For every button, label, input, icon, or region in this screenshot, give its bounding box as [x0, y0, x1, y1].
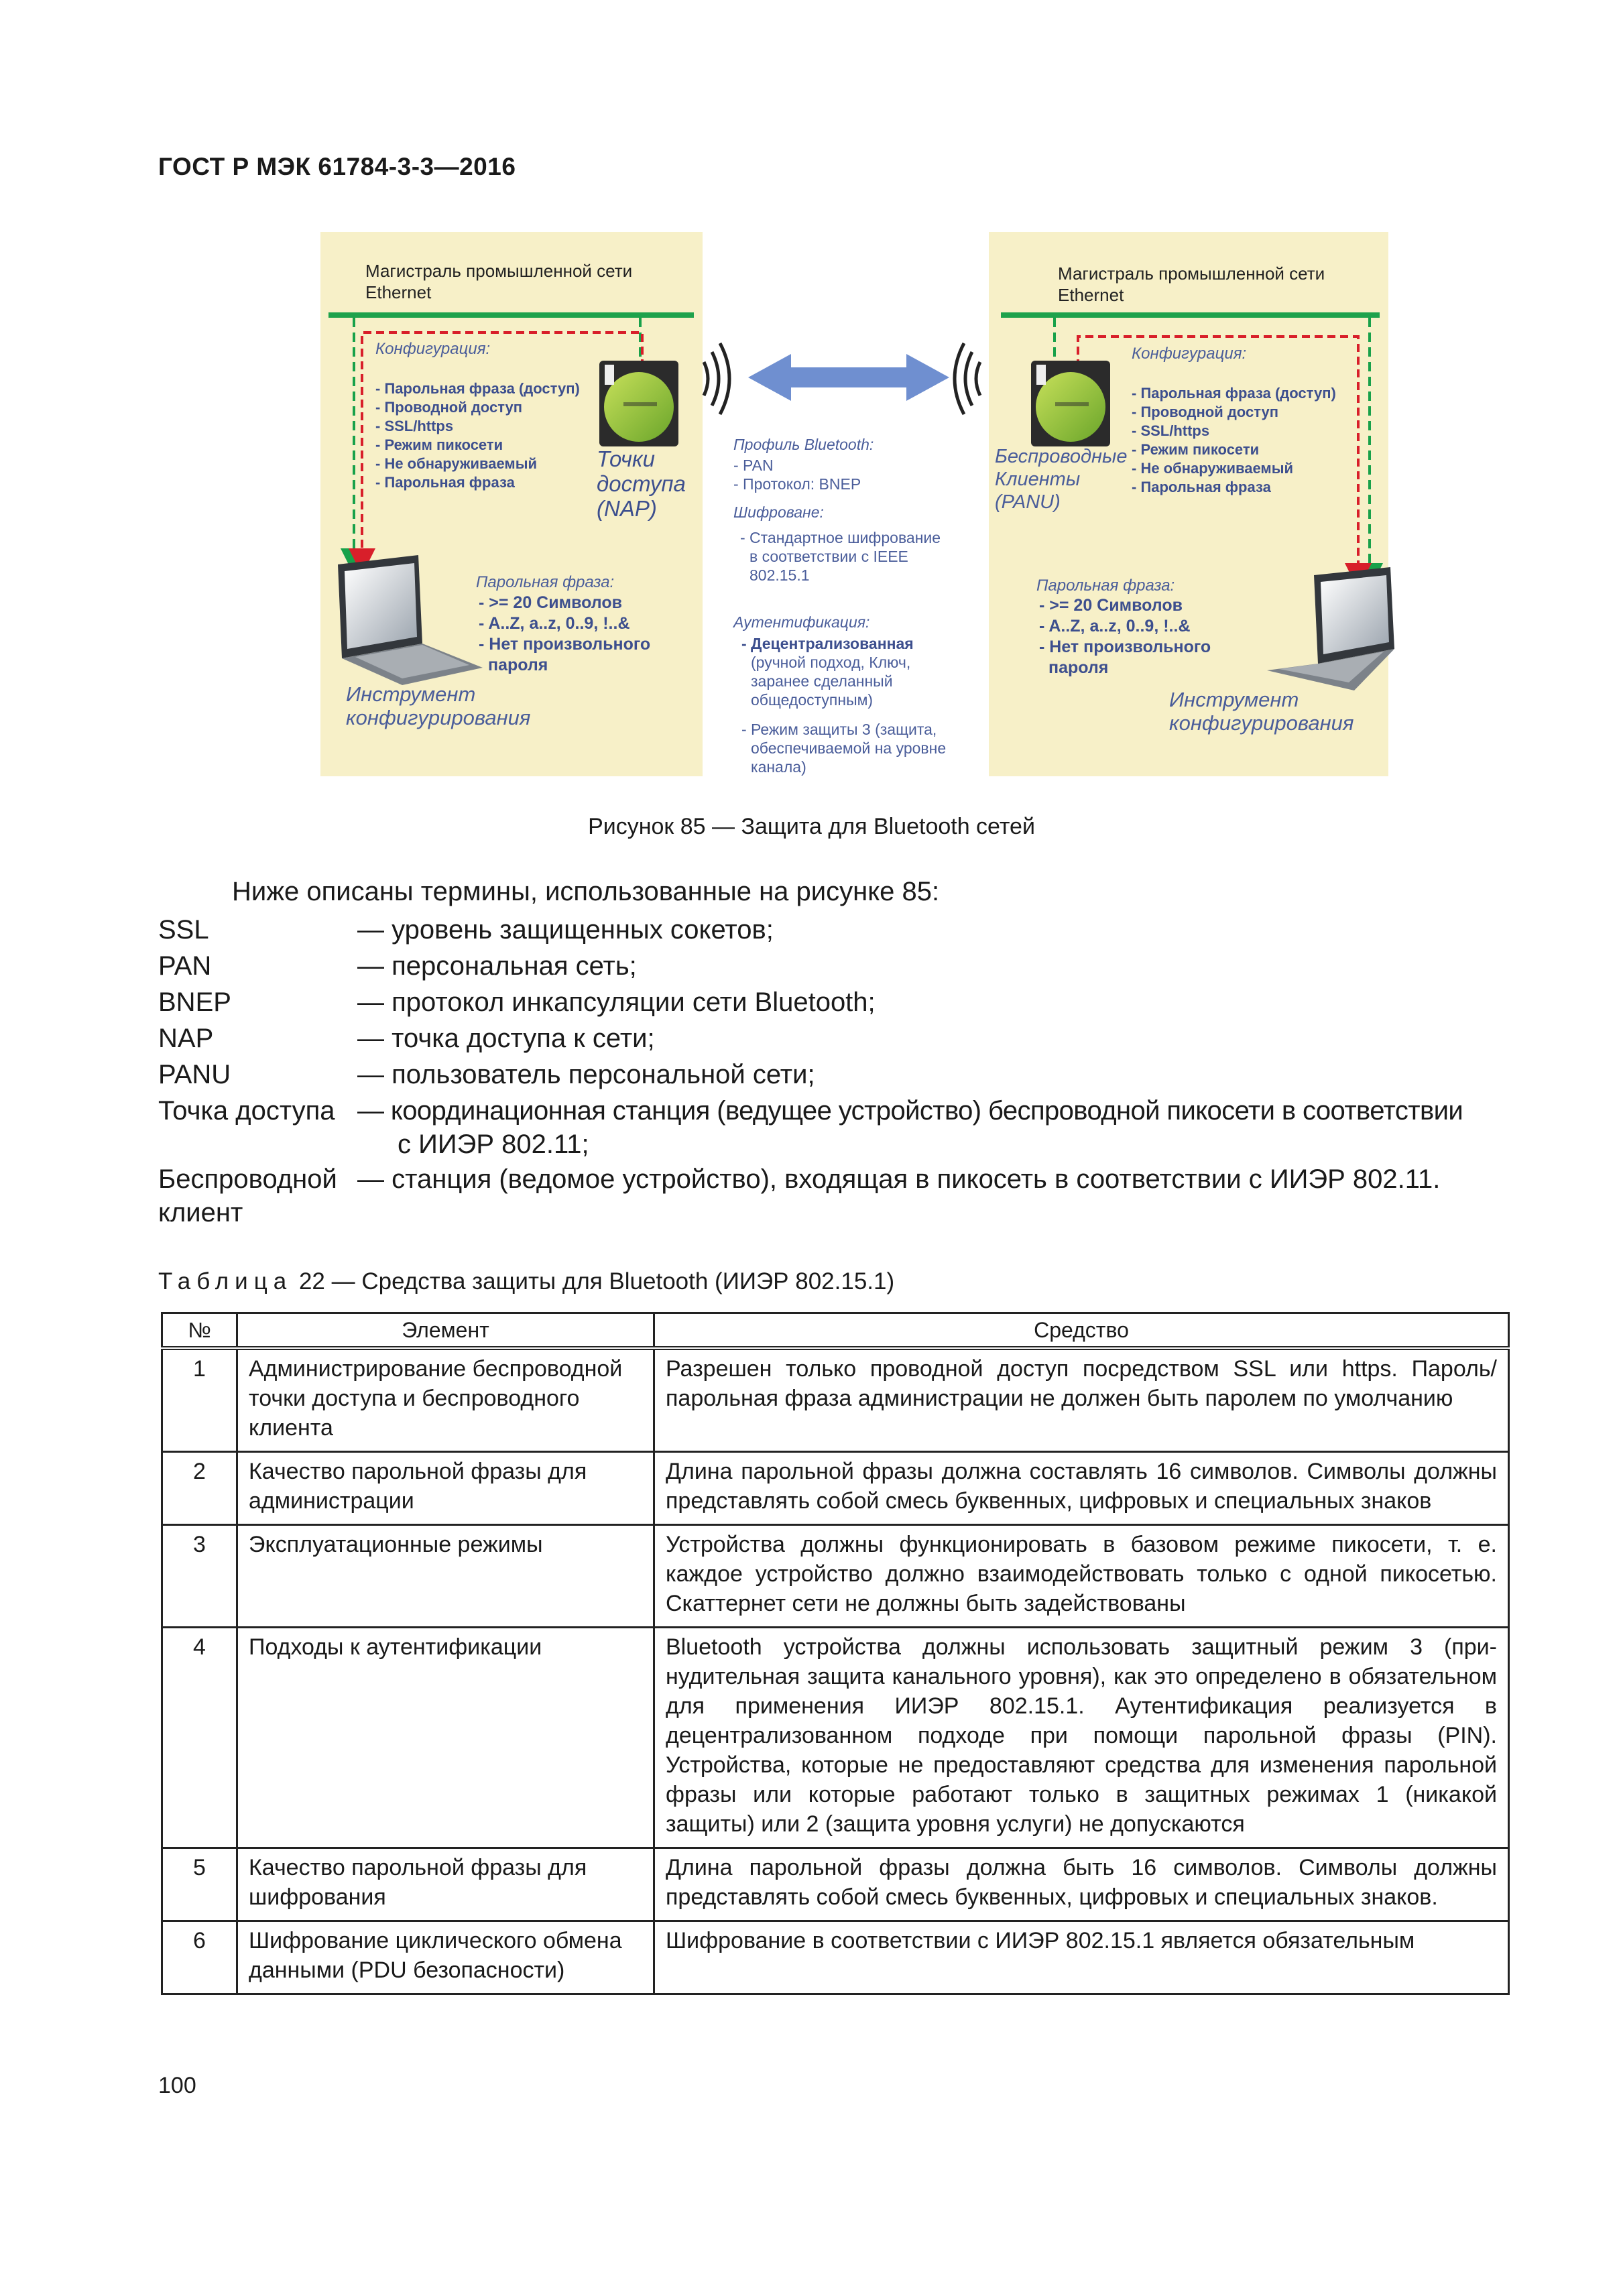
- row-element: Администрирование беспроводной точки доступа и беспроводного клиента: [237, 1348, 654, 1452]
- access-point-label: Точки доступа (NAP): [597, 446, 686, 521]
- center-mode-list: - Режим защиты 3 (защита, обеспечиваемой на уровне канала): [741, 721, 947, 776]
- center-encryption-list: - Стандартное шифрование в соответствии с IEEE 802.15.1: [740, 529, 941, 584]
- left-pass-list: - >= 20 Символов - A..Z, a..z, 0..9, !..& - Нет произвольного пароля: [479, 593, 651, 674]
- term-name: PANU: [158, 1060, 231, 1089]
- row-number: 6: [162, 1921, 237, 1994]
- term-definition: — точка доступа к сети;: [357, 1024, 655, 1053]
- right-backbone-label: Магистраль промышленной сети Ethernet: [1058, 263, 1325, 305]
- page-number: 100: [158, 2073, 196, 2098]
- row-number: 2: [162, 1452, 237, 1525]
- table-row: [162, 1848, 1509, 1921]
- left-laptop-icon: [338, 555, 483, 685]
- right-config-tool-label: Инструмент конфигурирования: [1169, 688, 1354, 735]
- row-means: Устройства должны функционировать в базовом режиме пикосети, т. е. каждое устройство должно взаимодействовать только с одной пикосетью. Скаттернет сети не должны быть задействованы: [654, 1525, 1509, 1628]
- term-definition-continued: с ИИЭР 802.11;: [398, 1130, 589, 1159]
- term-definition: — уровень защищенных сокетов;: [357, 915, 774, 945]
- term-name-continued: клиент: [158, 1198, 243, 1227]
- access-point-device: [599, 361, 678, 446]
- term-name: SSL: [158, 915, 209, 945]
- term-definition: — пользователь персональной сети;: [357, 1060, 815, 1089]
- term-name: NAP: [158, 1024, 214, 1053]
- right-pass-list: - >= 20 Символов - A..Z, a..z, 0..9, !..& - Нет произвольного пароля: [1039, 596, 1211, 677]
- row-element: Качество парольной фразы для администрации: [237, 1452, 654, 1525]
- right-config-title: Конфигурация:: [1132, 345, 1247, 363]
- left-config-tool-label: Инструмент конфигурирования: [346, 682, 531, 729]
- term-definition: — координационная станция (ведущее устройство) беспроводной пикосети в соответствии: [357, 1096, 1463, 1126]
- right-wireless-waves-icon: [955, 343, 980, 414]
- center-auth-title: Аутентификация:: [733, 613, 870, 631]
- table-row: [162, 1921, 1509, 1994]
- header-number: №: [162, 1313, 237, 1349]
- row-element: Качество парольной фразы для шифрования: [237, 1848, 654, 1921]
- left-config-title: Конфигурация:: [375, 340, 491, 358]
- term-name: Беспроводной: [158, 1164, 337, 1194]
- row-means: Bluetooth устройства должны использовать защитный режим 3 (принудительная защита канального уровня), как это определено в обязательном для применения ИИЭР 802.15.1. Аутентификация реализуется в децентрализованном подходе при помощи парольной фразы (PIN). Устройства, которые не предоставляют средства для изменения парольной фразы или которые работают только в защитных режимах 1 (никакой защиты) или 2 (защита уровня услуги) не допускаются: [654, 1628, 1509, 1848]
- left-config-list: - Парольная фраза (доступ) - Проводной доступ - SSL/https - Режим пикосети - Не обнаруживаемый - Парольная фраза: [375, 380, 580, 491]
- wireless-client-device: [1031, 361, 1110, 446]
- table-header-row: [162, 1313, 1509, 1349]
- row-number: 1: [162, 1348, 237, 1452]
- header-element: Элемент: [237, 1313, 654, 1349]
- table-row: [162, 1348, 1509, 1452]
- right-pass-title: Парольная фраза:: [1036, 577, 1175, 595]
- term-name: BNEP: [158, 987, 231, 1017]
- center-encryption-title: Шифроване:: [733, 503, 824, 521]
- security-table: [161, 1312, 1510, 1995]
- center-profile-title: Профиль Bluetooth:: [733, 436, 874, 453]
- term-name: PAN: [158, 951, 212, 981]
- table-row: [162, 1628, 1509, 1848]
- row-means: Разрешен только проводной доступ посредством SSL или https. Пароль/ парольная фраза администрации не должен быть паролем по умолчанию: [654, 1348, 1509, 1452]
- left-wireless-waves-icon: [704, 343, 729, 414]
- figure-caption: Рисунок 85 — Защита для Bluetooth сетей: [588, 814, 1035, 839]
- left-backbone-label: Магистраль промышленной сети Ethernet: [365, 261, 633, 302]
- terms-intro: Ниже описаны термины, использованные на рисунке 85:: [232, 877, 940, 906]
- right-config-list: - Парольная фраза (доступ) - Проводной доступ - SSL/https - Режим пикосети - Не обнаруживаемый - Парольная фраза: [1132, 385, 1336, 495]
- row-number: 3: [162, 1525, 237, 1628]
- row-means: Длина парольной фразы должна быть 16 символов. Символы должны представлять собой смесь буквенных, цифровых и специальных знаков.: [654, 1848, 1509, 1921]
- table-row: [162, 1452, 1509, 1525]
- right-laptop-icon: [1267, 567, 1394, 690]
- term-definition: — протокол инкапсуляции сети Bluetooth;: [357, 987, 876, 1017]
- table-row: [162, 1525, 1509, 1628]
- header-means: Средство: [654, 1313, 1509, 1349]
- table-caption-title: 22 — Средства защиты для Bluetooth (ИИЭР 802.15.1): [298, 1268, 895, 1294]
- row-number: 4: [162, 1628, 237, 1848]
- center-auth-list: - Децентрализованная (ручной подход, Ключ, заранее сделанный общедоступным): [741, 635, 914, 709]
- row-means: Длина парольной фразы должна составлять 16 символов. Символы должны представлять собой смесь буквенных, цифровых и специальных знаков: [654, 1452, 1509, 1525]
- wireless-client-label: Беспроводные Клиенты (PANU): [995, 446, 1128, 513]
- row-means: Шифрование в соответствии с ИИЭР 802.15.1 является обязательным: [654, 1921, 1509, 1994]
- right-backbone-line: [1001, 312, 1380, 318]
- row-element: Подходы к аутентификации: [237, 1628, 654, 1848]
- row-element: Эксплуатационные режимы: [237, 1525, 654, 1628]
- term-name: Точка доступа: [158, 1096, 335, 1126]
- bluetooth-link-arrow: [748, 354, 949, 401]
- document-header: ГОСТ Р МЭК 61784-3-3—2016: [158, 153, 516, 180]
- row-number: 5: [162, 1848, 237, 1921]
- left-backbone-line: [328, 312, 694, 318]
- term-definition: — станция (ведомое устройство), входящая в пикосеть в соответствии с ИИЭР 802.11.: [357, 1164, 1441, 1194]
- table-caption: [158, 1268, 894, 1295]
- term-definition: — персональная сеть;: [357, 951, 637, 981]
- row-element: Шифрование циклического обмена данными (PDU безопасности): [237, 1921, 654, 1994]
- table-caption-prefix: Таблица: [158, 1268, 293, 1294]
- left-pass-title: Парольная фраза:: [476, 573, 615, 591]
- center-profile-list: - PAN - Протокол: BNEP: [733, 457, 861, 493]
